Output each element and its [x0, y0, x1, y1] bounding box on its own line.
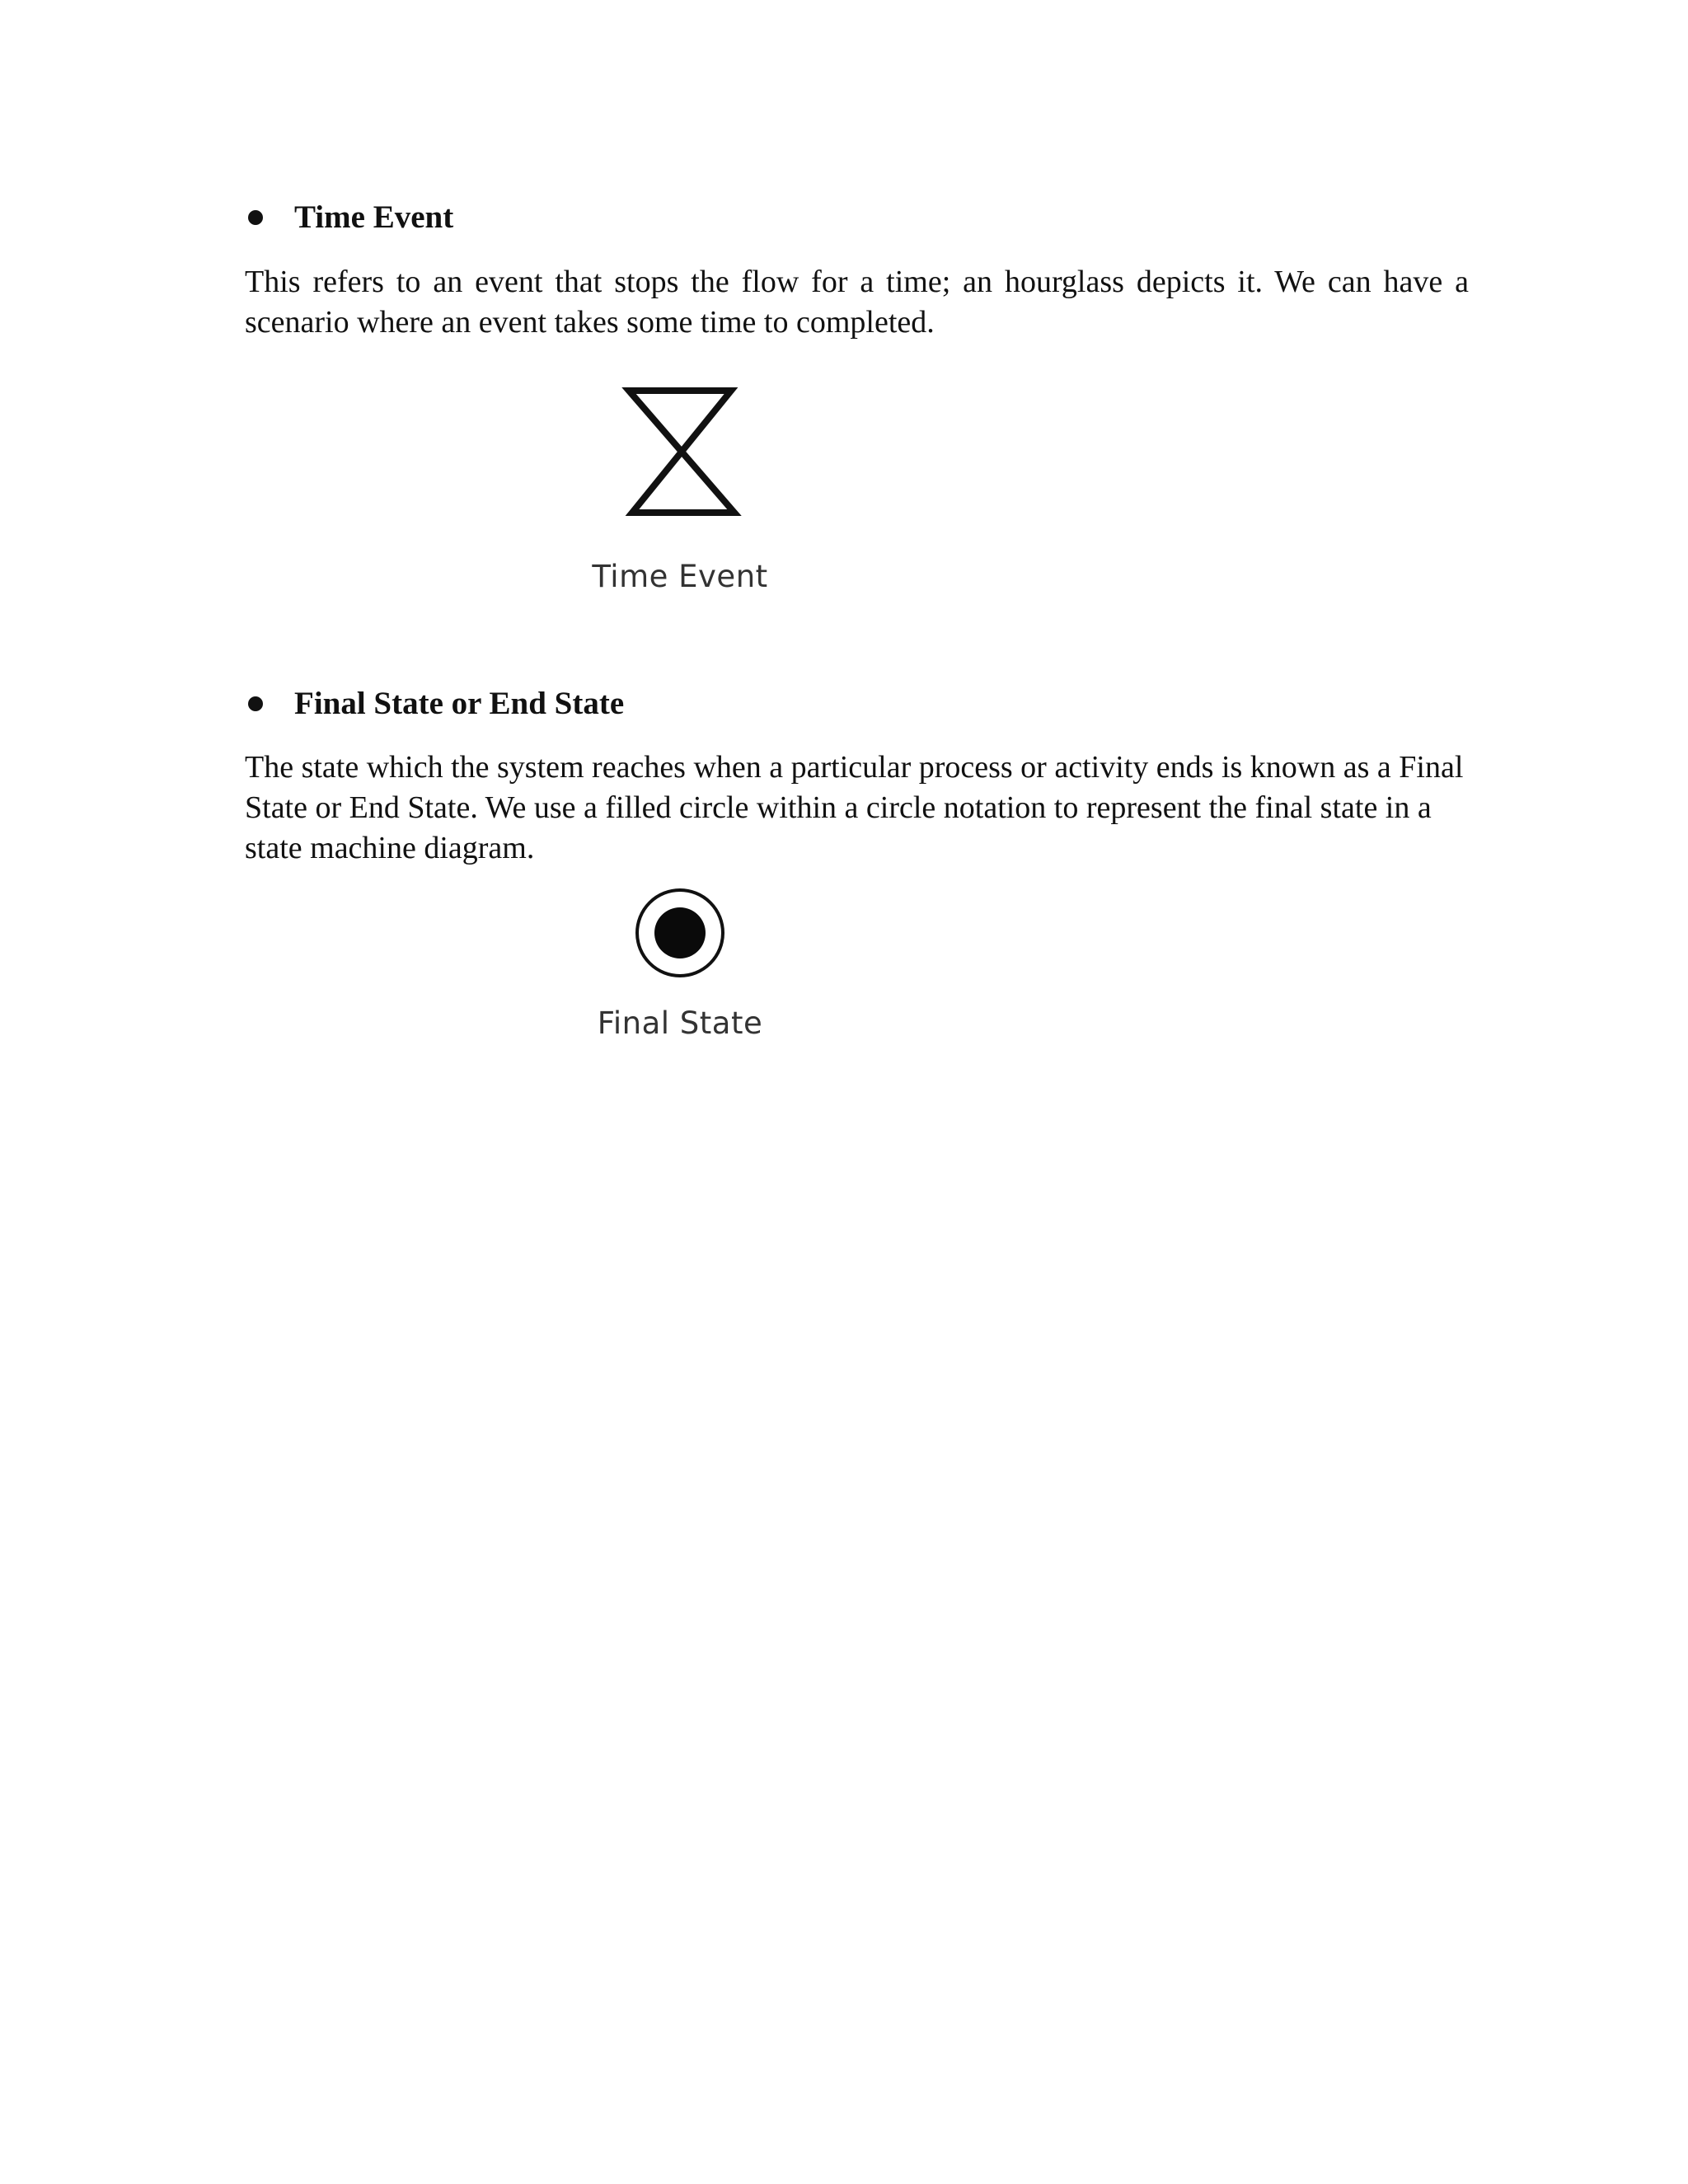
figure-final-state: [577, 886, 783, 1041]
final-state-icon: [633, 886, 727, 980]
section-body-time-event: This refers to an event that stops the flow for a time; an hourglass depicts it. We can have a scenario where an event takes some time to completed.: [245, 265, 1469, 340]
section-heading-final-state: [245, 687, 624, 719]
section-body-final-state: The state which the system reaches when a particular process or activity ends is known as a Final State or End State. We use a filled circle within a circle notation to represent the final state in a state machine diagram.: [245, 750, 1464, 865]
bullet-icon: [248, 696, 263, 711]
section-heading-text: Final State or End State: [294, 686, 625, 721]
figure-caption: Final State: [597, 1005, 763, 1041]
bullet-icon: [248, 210, 263, 225]
section-heading-time-event: [245, 201, 453, 233]
figure-caption: Time Event: [592, 559, 768, 594]
figure-time-event: [577, 386, 783, 592]
section-heading-text: Time Event: [294, 199, 454, 235]
hourglass-icon: [614, 386, 746, 522]
